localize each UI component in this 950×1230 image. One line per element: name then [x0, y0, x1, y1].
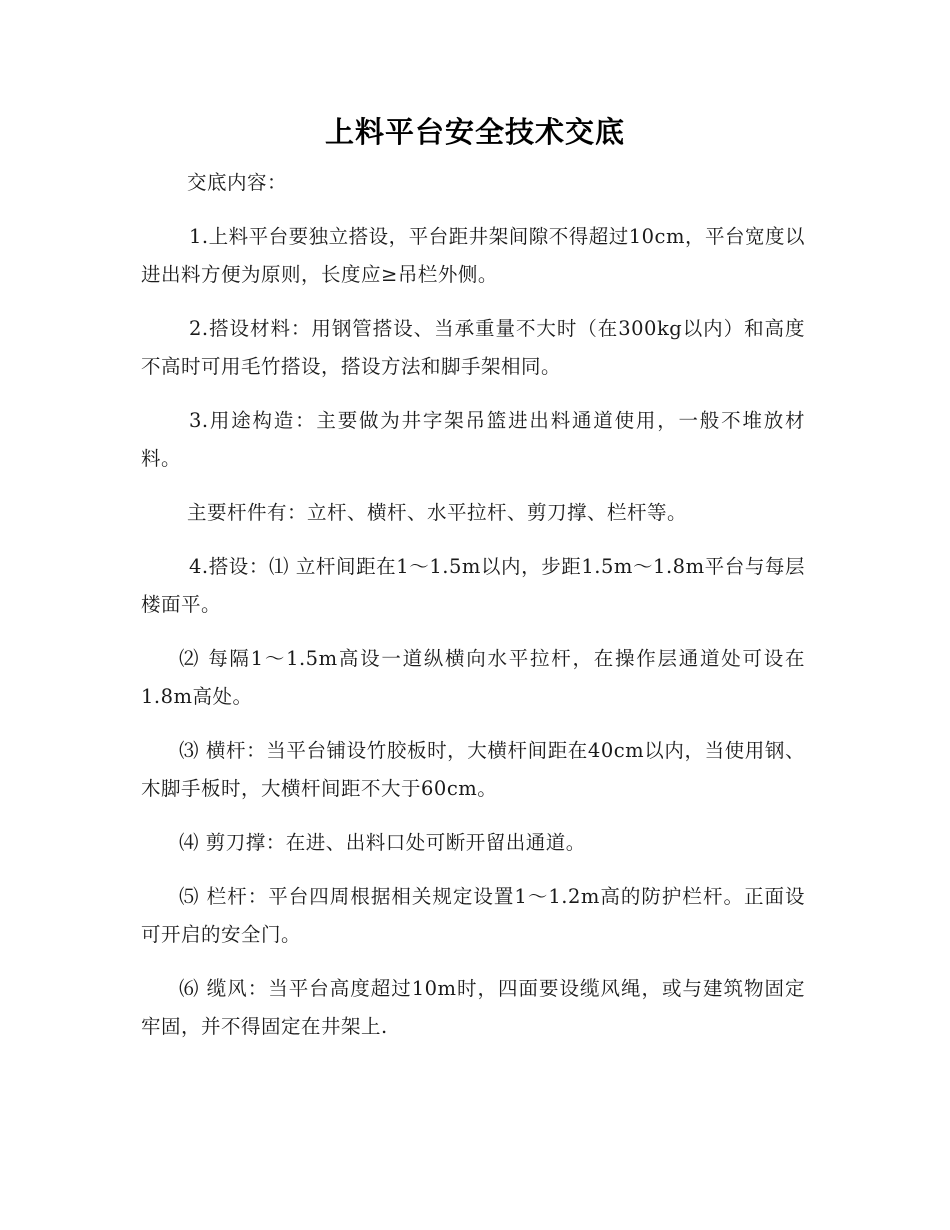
document-title: 上料平台安全技术交底	[324, 115, 625, 149]
document-body	[141, 164, 805, 1062]
paragraph-item-2: 2.搭设材料：用钢管搭设、当承重量不大时（在300kg以内）和高度不高时可用毛竹搭设，搭设方法和脚手架相同。	[141, 317, 805, 378]
paragraph-sub-6: ⑹ 缆风：当平台高度超过10m时，四面要设缆风绳，或与建筑物固定牢固，并不得固定在井架上.	[141, 977, 805, 1038]
paragraph-sub-3: ⑶ 横杆：当平台铺设竹胶板时，大横杆间距在40cm以内，当使用钢、木脚手板时，大横杆间距不大于60cm。	[141, 739, 805, 800]
paragraph-item-1: 1.上料平台要独立搭设，平台距井架间隙不得超过10cm，平台宽度以进出料方便为原则，长度应≥吊栏外侧。	[141, 225, 805, 286]
paragraph-item-3: 3.用途构造：主要做为井字架吊篮进出料通道使用，一般不堆放材料。	[141, 409, 805, 470]
paragraph-intro: 交底内容：	[187, 171, 288, 194]
paragraph-sub-2: ⑵ 每隔1～1.5m高设一道纵横向水平拉杆，在操作层通道处可设在1.8m高处。	[141, 647, 805, 708]
paragraph-sub-5: ⑸ 栏杆：平台四周根据相关规定设置1～1.2m高的防护栏杆。正面设可开启的安全门。	[141, 885, 805, 946]
paragraph-item-4: 4.搭设：⑴ 立杆间距在1～1.5m以内，步距1.5m～1.8m平台与每层楼面平。	[141, 555, 805, 616]
paragraph-main-members: 主要杆件有：立杆、横杆、水平拉杆、剪刀撑、栏杆等。	[187, 501, 688, 524]
paragraph-sub-4: ⑷ 剪刀撑：在进、出料口处可断开留出通道。	[179, 831, 586, 854]
